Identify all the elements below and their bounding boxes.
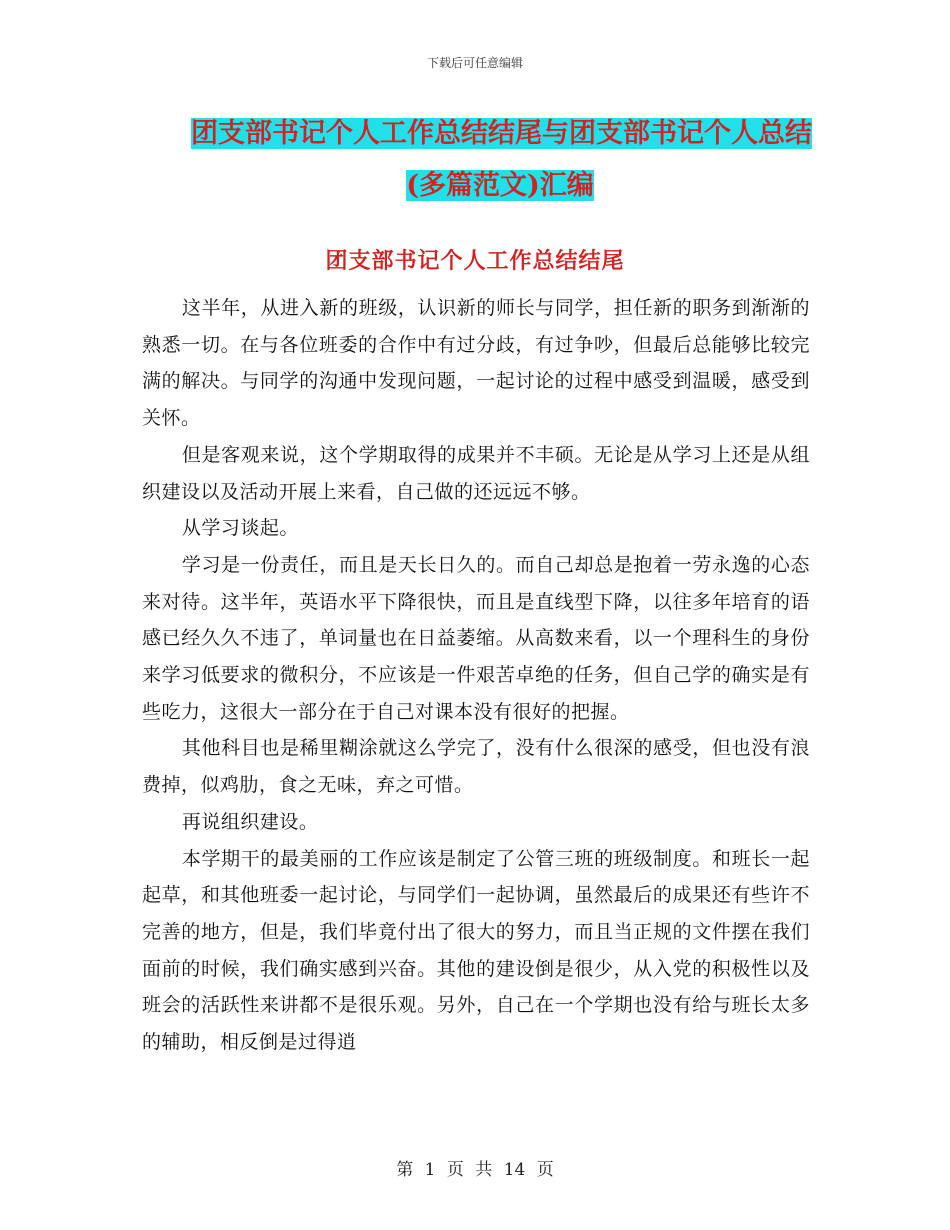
paragraph: 这半年，从进入新的班级，认识新的师长与同学，担任新的职务到渐渐的熟悉一切。在与各位班委的合作中有过分歧，有过争吵，但最后总能够比较完满的解决。与同学的沟通中发现问题，一起讨论的过程中感受到温暖，感受到关怀。 <box>142 297 810 430</box>
document-title-line-1 <box>140 108 860 160</box>
paragraph: 从学习谈起。 <box>181 517 299 540</box>
paragraph: 学习是一份责任，而且是天长日久的。而自己却总是抱着一劳永逸的心态来对待。这半年，英语水平下降很快，而且是直线型下降，以往多年培育的语感已经久久不违了，单词量也在日益萎缩。从高数来看，以一个理科生的身份来学习低要求的微积分，不应该是一件艰苦卓绝的任务，但自己学的确实是有些吃力，这很大一部分在于自己对课本没有很好的把握。 <box>142 553 810 723</box>
section-title: 团支部书记个人工作总结结尾 <box>325 248 625 274</box>
document-title <box>140 108 860 212</box>
paragraph: 本学期干的最美丽的工作应该是制定了公管三班的班级制度。和班长一起起草，和其他班委一起讨论，与同学们一起协调，虽然最后的成果还有些许不完善的地方，但是，我们毕竟付出了很大的努力，而且当正规的文件摆在我们面前的时候，我们确实感到兴奋。其他的建设倒是很少，从入党的积极性以及班会的活跃性来讲都不是很乐观。另外，自己在一个学期也没有给与班长太多的辅助，相反倒是过得逍 <box>142 847 810 1054</box>
title-highlight-1: 团支部书记个人工作总结结尾与团支部书记个人总结 <box>191 118 812 149</box>
body-text <box>142 290 810 1061</box>
title-highlight-2: (多篇范文)汇编 <box>406 170 594 201</box>
page-number: 第 1 页 共 14 页 <box>396 1160 554 1180</box>
paragraph: 但是客观来说，这个学期取得的成果并不丰硕。无论是从学习上还是从组织建设以及活动开展上来看，自己做的还远远不够。 <box>142 443 810 503</box>
paragraph: 再说组织建设。 <box>181 810 319 833</box>
document-title-line-2 <box>140 160 860 212</box>
header-note: 下载后可任意编辑 <box>426 56 523 70</box>
paragraph: 其他科目也是稀里糊涂就这么学完了，没有什么很深的感受，但也没有浪费掉，似鸡肋，食之无味，弃之可惜。 <box>142 737 810 797</box>
